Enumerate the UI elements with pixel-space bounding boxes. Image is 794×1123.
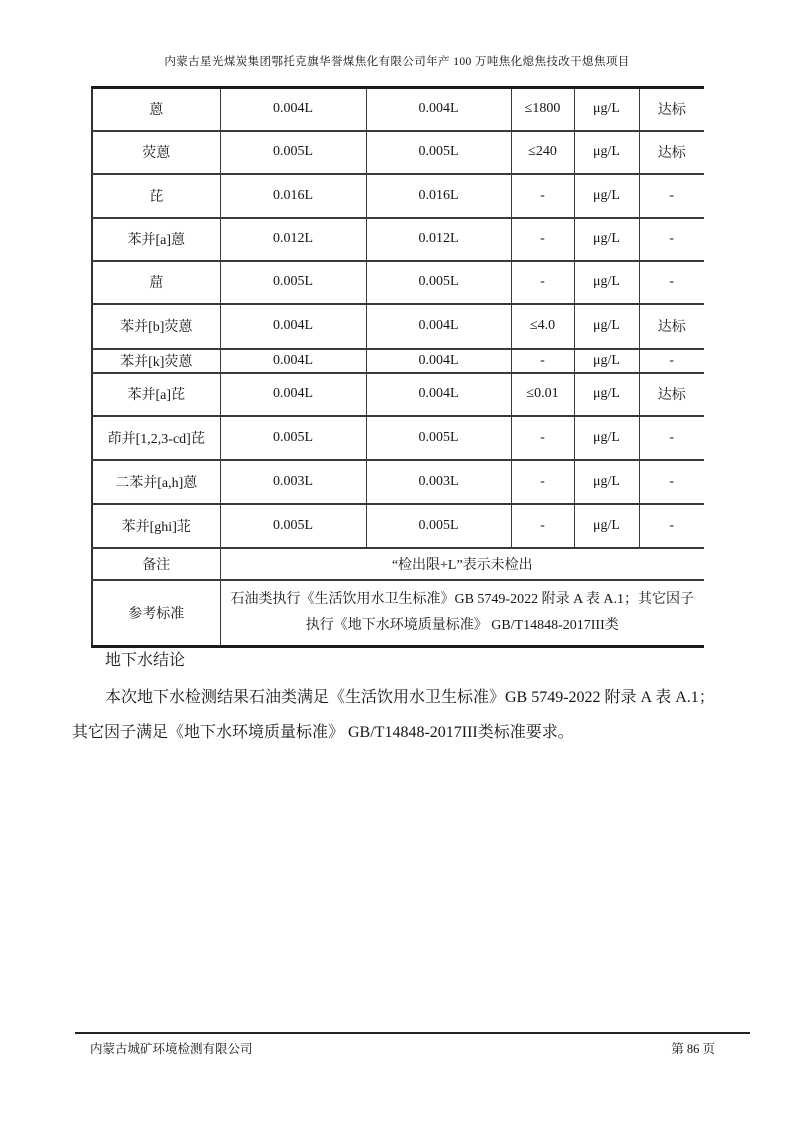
unit-cell: μg/L [574,349,639,373]
value-1-cell: 0.003L [220,460,366,504]
value-2-cell: 0.005L [366,416,511,460]
table-row-remark [92,548,704,580]
unit-cell: μg/L [574,261,639,304]
standard-limit-cell: ≤4.0 [511,304,574,349]
value-2-cell: 0.005L [366,504,511,548]
standard-limit-cell: - [511,460,574,504]
value-2-cell: 0.005L [366,261,511,304]
judgement-cell: 达标 [639,131,704,174]
unit-cell: μg/L [574,460,639,504]
judgement-cell: 达标 [639,304,704,349]
table-row [92,504,704,548]
analyte-name-cell: 蒽 [92,88,220,131]
table-row [92,174,704,218]
value-2-cell: 0.005L [366,131,511,174]
value-2-cell: 0.004L [366,349,511,373]
page-header-title: 内蒙古星光煤炭集团鄂托克旗华誉煤焦化有限公司年产 100 万吨焦化熄焦技改干熄焦项目 [164,56,630,68]
value-1-cell: 0.004L [220,373,366,416]
section-heading-groundwater-conclusion: 地下水结论 [105,652,186,669]
standard-limit-cell: ≤240 [511,131,574,174]
value-1-cell: 0.004L [220,88,366,131]
groundwater-results-table [91,86,704,648]
value-1-cell: 0.004L [220,304,366,349]
footer-page-number: 第 86 页 [671,1042,715,1056]
footer-company-name: 内蒙古城矿环境检测有限公司 [90,1042,253,1056]
value-1-cell: 0.005L [220,504,366,548]
footer-divider [75,1032,750,1034]
conclusion-section [72,648,722,750]
analyte-name-cell: 荧蒽 [92,131,220,174]
unit-cell: μg/L [574,504,639,548]
table-row [92,261,704,304]
table-row [92,349,704,373]
analyte-name-cell: 苯并[ghi]苝 [92,504,220,548]
table-row [92,460,704,504]
analyte-name-cell: 苯并[a]蒽 [92,218,220,261]
standard-limit-cell: - [511,504,574,548]
value-2-cell: 0.003L [366,460,511,504]
standard-limit-cell: - [511,416,574,460]
value-1-cell: 0.012L [220,218,366,261]
standard-limit-cell: - [511,218,574,261]
judgement-cell: 达标 [639,373,704,416]
conclusion-paragraph-line-1: 本次地下水检测结果石油类满足《生活饮用水卫生标准》GB 5749-2022 附录 A 表 A.1； [105,689,715,706]
unit-cell: μg/L [574,416,639,460]
value-1-cell: 0.005L [220,131,366,174]
table-row-reference-standard [92,580,704,647]
standard-limit-cell: ≤1800 [511,88,574,131]
table-body [92,88,704,647]
analyte-name-cell: 苯并[b]荧蒽 [92,304,220,349]
value-1-cell: 0.016L [220,174,366,218]
value-2-cell: 0.004L [366,88,511,131]
judgement-cell: - [639,174,704,218]
value-2-cell: 0.012L [366,218,511,261]
analyte-name-cell: 茚并[1,2,3-cd]芘 [92,416,220,460]
table-row [92,131,704,174]
conclusion-paragraph [72,680,722,750]
analyte-name-cell: 二苯并[a,h]蒽 [92,460,220,504]
remark-label: 备注 [92,548,220,580]
judgement-cell: - [639,349,704,373]
judgement-cell: - [639,460,704,504]
unit-cell: μg/L [574,304,639,349]
analyte-name-cell: 芘 [92,174,220,218]
value-1-cell: 0.004L [220,349,366,373]
standard-limit-cell: ≤0.01 [511,373,574,416]
analyte-name-cell: 䓛 [92,261,220,304]
conclusion-paragraph-line-2: 其它因子满足《地下水环境质量标准》 GB/T14848-2017III类标准要求。 [72,724,574,741]
value-1-cell: 0.005L [220,261,366,304]
table-row [92,218,704,261]
table-row [92,373,704,416]
unit-cell: μg/L [574,218,639,261]
unit-cell: μg/L [574,88,639,131]
remark-text: “检出限+L”表示未检出 [220,548,704,580]
standard-limit-cell: - [511,349,574,373]
standard-limit-cell: - [511,174,574,218]
value-2-cell: 0.004L [366,373,511,416]
value-2-cell: 0.004L [366,304,511,349]
page-footer [90,1039,715,1057]
unit-cell: μg/L [574,373,639,416]
value-1-cell: 0.005L [220,416,366,460]
judgement-cell: - [639,261,704,304]
unit-cell: μg/L [574,131,639,174]
reference-standard-line-1: 石油类执行《生活饮用水卫生标准》GB 5749-2022 附录 A 表 A.1；其它因子 [230,591,695,607]
judgement-cell: - [639,416,704,460]
analyte-name-cell: 苯并[a]芘 [92,373,220,416]
judgement-cell: - [639,218,704,261]
reference-standard-line-2: 执行《地下水环境质量标准》 GB/T14848-2017III类 [305,617,619,633]
reference-standard-label: 参考标准 [92,580,220,647]
table-row [92,88,704,131]
table-row [92,304,704,349]
judgement-cell: 达标 [639,88,704,131]
reference-standard-text [220,580,704,647]
table-row [92,416,704,460]
analyte-name-cell: 苯并[k]荧蒽 [92,349,220,373]
judgement-cell: - [639,504,704,548]
unit-cell: μg/L [574,174,639,218]
value-2-cell: 0.016L [366,174,511,218]
standard-limit-cell: - [511,261,574,304]
